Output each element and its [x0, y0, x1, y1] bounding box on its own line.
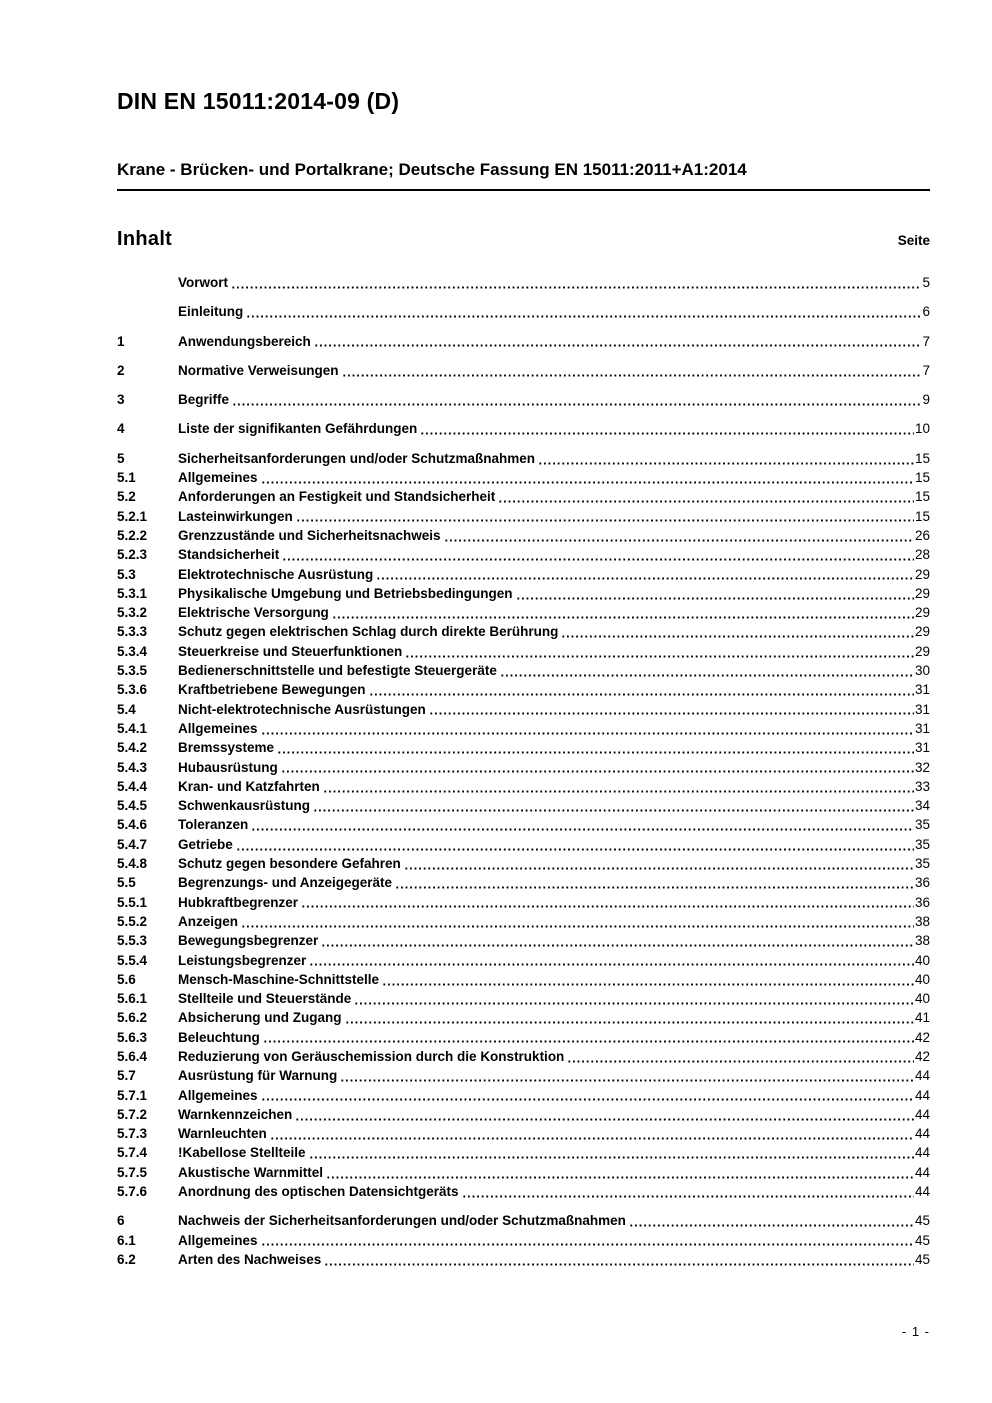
toc-entry-number: 5.7.6 [117, 1184, 148, 1200]
toc-entry [117, 1163, 930, 1182]
toc-entry-title: Hubkraftbegrenzer [178, 894, 299, 910]
toc-entry-page: 44 [914, 1145, 930, 1161]
toc-entry-number: 5.2.3 [117, 547, 148, 563]
toc-entry-page: 7 [922, 362, 930, 378]
toc-entry [117, 487, 930, 506]
toc-entry [117, 1086, 930, 1105]
toc-entry [117, 1066, 930, 1085]
toc-entry [117, 1231, 930, 1250]
toc-entry-number: 4 [117, 421, 125, 437]
toc-entry-page: 15 [914, 489, 930, 505]
toc-entry-title: Grenzzustände und Sicherheitsnachweis [178, 527, 441, 543]
toc-entry-number: 5.5.3 [117, 933, 148, 949]
toc-leader-dots [561, 622, 914, 641]
toc-entry [117, 468, 930, 487]
toc-entry-page: 40 [914, 952, 930, 968]
toc-entry-page: 32 [914, 759, 930, 775]
toc-entry-number: 5.4.5 [117, 798, 148, 814]
toc-entry-page: 7 [922, 333, 930, 349]
toc-leader-dots [241, 912, 914, 931]
toc-leader-dots [462, 1182, 914, 1201]
toc-entry-number: 5.7.3 [117, 1126, 148, 1142]
toc-entry-page: 28 [914, 547, 930, 563]
toc-heading: Inhalt [117, 228, 173, 250]
toc-entry [117, 738, 930, 757]
toc-leader-dots [261, 1231, 914, 1250]
toc-entry [117, 545, 930, 564]
toc-page-column-label: Seite [897, 233, 930, 248]
toc-entry-number: 6.1 [117, 1232, 136, 1248]
toc-leader-dots [324, 1250, 914, 1269]
toc-entry-page: 31 [914, 740, 930, 756]
toc-entry-title: Stellteile und Steuerstände [178, 991, 352, 1007]
toc-entry-number: 6 [117, 1213, 125, 1229]
toc-entry-page: 44 [914, 1087, 930, 1103]
toc-leader-dots [429, 700, 914, 719]
toc-entry-page: 45 [914, 1213, 930, 1229]
toc-entry-title: Ausrüstung für Warnung [178, 1068, 338, 1084]
toc-entry-number: 5.2.2 [117, 527, 148, 543]
toc-entry-page: 38 [914, 933, 930, 949]
toc-entry-page: 5 [922, 275, 930, 290]
toc-leader-dots [309, 951, 914, 970]
toc-leader-dots [309, 1143, 914, 1162]
toc-leader-dots [369, 680, 914, 699]
toc-leader-dots [232, 390, 921, 409]
toc-leader-dots [340, 1066, 914, 1085]
toc-entry-title: Leistungsbegrenzer [178, 952, 307, 968]
toc-entry-title: Arten des Nachweises [178, 1251, 322, 1267]
toc-entry-title: Einleitung [178, 304, 244, 320]
toc-entry-number: 5.3.4 [117, 643, 148, 659]
toc-entry [117, 526, 930, 545]
toc-entry-number: 5.6 [117, 971, 136, 987]
toc-entry-page: 36 [914, 894, 930, 910]
toc-entry-title: Elektrische Versorgung [178, 605, 329, 621]
toc-entry [117, 622, 930, 641]
toc-entry-number: 5.4.2 [117, 740, 148, 756]
toc-entry-title: Elektrotechnische Ausrüstung [178, 566, 374, 582]
toc-entry-number: 5.5 [117, 875, 136, 891]
toc-entry-number: 5.5.2 [117, 913, 148, 929]
toc-entry [117, 1028, 930, 1047]
toc-entry-number: 5.7 [117, 1068, 136, 1084]
toc-leader-dots [629, 1211, 914, 1230]
toc-entry-page: 44 [914, 1164, 930, 1180]
toc-leader-dots [270, 1124, 914, 1143]
toc-entry-number: 5.2.1 [117, 508, 148, 524]
toc-entry-title: Lasteinwirkungen [178, 508, 293, 524]
toc-entry [117, 758, 930, 777]
toc-entry [117, 565, 930, 584]
toc-entry [117, 893, 930, 912]
toc-leader-dots [395, 873, 914, 892]
toc-entry-page: 31 [914, 701, 930, 717]
toc-entry-number: 5.2 [117, 489, 136, 505]
toc-entry [117, 661, 930, 680]
toc-entry-title: Hubausrüstung [178, 759, 278, 775]
toc-entry-number: 5.6.4 [117, 1048, 148, 1064]
toc-entry [117, 1008, 930, 1027]
toc-leader-dots [444, 526, 914, 545]
toc-entry-number: 5.1 [117, 470, 136, 486]
toc-entry-title: Toleranzen [178, 817, 249, 833]
toc-leader-dots [314, 332, 922, 351]
toc-entry-number: 5.4.7 [117, 836, 148, 852]
toc-leader-dots [313, 796, 914, 815]
toc-entry-title: Steuerkreise und Steuerfunktionen [178, 643, 403, 659]
toc-entry [117, 419, 930, 438]
toc-entry-title: Vorwort [178, 275, 228, 290]
toc-entry-title: Kraftbetriebene Bewegungen [178, 682, 366, 698]
toc-entry-number: 5.4.8 [117, 856, 148, 872]
footer-page-number: - 1 - [901, 1324, 930, 1339]
toc-entry-title: Anzeigen [178, 913, 239, 929]
toc-entry [117, 332, 930, 351]
document-subtitle: Krane - Brücken- und Portalkrane; Deutsche Fassung EN 15011:2011+A1:2014 [117, 160, 747, 179]
toc-entry-page: 44 [914, 1126, 930, 1142]
toc-entry-title: !Kabellose Stellteile [178, 1145, 306, 1161]
toc-leader-dots [326, 1163, 914, 1182]
toc-entry [117, 449, 930, 468]
toc-entry [117, 361, 930, 380]
toc-entry-page: 38 [914, 913, 930, 929]
toc-entry-page: 45 [914, 1232, 930, 1248]
toc-entry-title: Allgemeines [178, 1232, 258, 1248]
toc-leader-dots [354, 989, 914, 1008]
toc-leader-dots [345, 1008, 914, 1027]
document-title: DIN EN 15011:2014-09 (D) [117, 88, 400, 114]
toc-entry [117, 603, 930, 622]
toc-entry-page: 10 [914, 421, 930, 437]
toc-entry-page: 35 [914, 817, 930, 833]
toc-entry-number: 5.4.3 [117, 759, 148, 775]
toc-leader-dots [342, 361, 922, 380]
toc-entry-number: 5.6.1 [117, 991, 148, 1007]
toc-entry [117, 642, 930, 661]
toc-entry-number: 5.4.4 [117, 778, 148, 794]
toc-entry-number: 2 [117, 362, 125, 378]
toc-leader-dots [323, 777, 914, 796]
toc-entry-page: 34 [914, 798, 930, 814]
toc-entry-page: 26 [914, 527, 930, 543]
toc-leader-dots [231, 273, 921, 292]
toc-entry-page: 31 [914, 682, 930, 698]
toc-entry [117, 584, 930, 603]
toc-list [117, 273, 930, 1269]
toc-entry [117, 873, 930, 892]
toc-entry-number: 5.7.4 [117, 1145, 148, 1161]
toc-entry-page: 41 [914, 1010, 930, 1026]
toc-entry-page: 31 [914, 720, 930, 736]
toc-entry-page: 29 [914, 566, 930, 582]
toc-entry-title: Bremssysteme [178, 740, 275, 756]
toc-entry-title: Warnkennzeichen [178, 1106, 293, 1122]
toc-entry-number: 5.5.4 [117, 952, 148, 968]
toc-entry-title: Akustische Warnmittel [178, 1164, 324, 1180]
toc-entry-title: Normative Verweisungen [178, 362, 339, 378]
toc-entry-page: 29 [914, 585, 930, 601]
toc-entry [117, 1211, 930, 1230]
toc-leader-dots [500, 661, 914, 680]
toc-entry-title: Begrenzungs- und Anzeigegeräte [178, 875, 393, 891]
toc-entry [117, 719, 930, 738]
toc-entry [117, 951, 930, 970]
toc-entry-page: 6 [922, 304, 930, 320]
toc-leader-dots [332, 603, 914, 622]
toc-leader-dots [251, 815, 914, 834]
toc-entry-number: 6.2 [117, 1251, 136, 1267]
toc-entry-number: 5.7.2 [117, 1106, 148, 1122]
toc-entry-number: 5.7.1 [117, 1087, 148, 1103]
toc-entry [117, 815, 930, 834]
toc-entry-title: Absicherung und Zugang [178, 1010, 342, 1026]
toc-leader-dots [567, 1047, 914, 1066]
toc-entry [117, 1047, 930, 1066]
toc-entry-number: 5.4 [117, 701, 136, 717]
toc-entry [117, 1250, 930, 1269]
toc-entry [117, 777, 930, 796]
toc-entry [117, 835, 930, 854]
toc-entry-page: 15 [914, 450, 930, 466]
toc-entry-page: 35 [914, 836, 930, 852]
toc-entry-number: 5.6.3 [117, 1029, 148, 1045]
toc-entry-number: 5.6.2 [117, 1010, 148, 1026]
toc-entry-number: 5.3.3 [117, 624, 148, 640]
toc-entry-number: 5.4.6 [117, 817, 148, 833]
toc-leader-dots [376, 565, 914, 584]
toc-entry-title: Bewegungsbegrenzer [178, 933, 319, 949]
toc-entry-title: Standsicherheit [178, 547, 280, 563]
toc-leader-dots [301, 893, 914, 912]
toc-entry-page: 30 [914, 663, 930, 679]
toc-header [117, 228, 930, 251]
toc-entry [117, 1182, 930, 1201]
toc-entry [117, 302, 930, 321]
toc-leader-dots [277, 738, 914, 757]
toc-leader-dots [498, 487, 914, 506]
toc-entry [117, 1105, 930, 1124]
toc-entry-title: Anwendungsbereich [178, 333, 311, 349]
toc-leader-dots [261, 719, 914, 738]
toc-entry-title: Schwenkausrüstung [178, 798, 311, 814]
toc-entry-page: 42 [914, 1048, 930, 1064]
toc-leader-dots [405, 642, 914, 661]
toc-entry-number: 5.3.1 [117, 585, 148, 601]
toc-entry-title: Anforderungen an Festigkeit und Standsicherheit [178, 489, 496, 505]
toc-entry [117, 796, 930, 815]
toc-entry-number: 5.4.1 [117, 720, 148, 736]
toc-entry-number: 5.5.1 [117, 894, 148, 910]
toc-leader-dots [281, 758, 914, 777]
toc-entry-number: 5.3.5 [117, 663, 148, 679]
toc-entry-title: Liste der signifikanten Gefährdungen [178, 421, 418, 437]
toc-entry-page: 40 [914, 971, 930, 987]
toc-entry-number: 5.3.2 [117, 605, 148, 621]
toc-leader-dots [296, 507, 914, 526]
toc-entry [117, 390, 930, 409]
toc-leader-dots [538, 449, 914, 468]
toc-entry-title: Schutz gegen besondere Gefahren [178, 856, 401, 872]
toc-entry-page: 35 [914, 856, 930, 872]
toc-entry-page: 45 [914, 1251, 930, 1267]
toc-entry [117, 1143, 930, 1162]
toc-leader-dots [282, 545, 914, 564]
toc-leader-dots [263, 1028, 914, 1047]
toc-entry-number: 5 [117, 450, 125, 466]
toc-entry [117, 1124, 930, 1143]
toc-entry-title: Kran- und Katzfahrten [178, 778, 320, 794]
toc-entry-title: Begriffe [178, 392, 230, 408]
toc-entry-number: 1 [117, 333, 125, 349]
toc-leader-dots [516, 584, 914, 603]
toc-entry [117, 680, 930, 699]
toc-entry-title: Schutz gegen elektrischen Schlag durch direkte Berührung [178, 624, 559, 640]
toc-entry-page: 40 [914, 991, 930, 1007]
toc-leader-dots [420, 419, 914, 438]
toc-entry-title: Mensch-Maschine-Schnittstelle [178, 971, 380, 987]
toc-entry-number: 3 [117, 392, 125, 408]
toc-entry [117, 507, 930, 526]
toc-entry-page: 44 [914, 1068, 930, 1084]
toc-entry-page: 9 [922, 392, 930, 408]
toc-entry-page: 29 [914, 605, 930, 621]
toc-entry [117, 931, 930, 950]
toc-entry-number: 5.7.5 [117, 1164, 148, 1180]
toc-entry-page: 29 [914, 643, 930, 659]
toc-leader-dots [295, 1105, 914, 1124]
toc-entry-title: Anordnung des optischen Datensichtgeräts [178, 1184, 459, 1200]
toc-entry-title: Reduzierung von Geräuschemission durch die Konstruktion [178, 1048, 565, 1064]
toc-entry-page: 15 [914, 470, 930, 486]
toc-entry-title: Allgemeines [178, 1087, 258, 1103]
toc-entry [117, 912, 930, 931]
toc-entry [117, 989, 930, 1008]
toc-leader-dots [404, 854, 914, 873]
toc-entry-page: 36 [914, 875, 930, 891]
toc-entry-title: Warnleuchten [178, 1126, 267, 1142]
toc-entry-page: 29 [914, 624, 930, 640]
toc-entry-title: Allgemeines [178, 470, 258, 486]
toc-entry-title: Physikalische Umgebung und Betriebsbedingungen [178, 585, 513, 601]
toc-entry-page: 15 [914, 508, 930, 524]
toc-entry-page: 44 [914, 1106, 930, 1122]
toc-entry [117, 854, 930, 873]
toc-leader-dots [321, 931, 914, 950]
toc-entry-title: Bedienerschnittstelle und befestigte Steuergeräte [178, 663, 497, 679]
toc-leader-dots [261, 468, 914, 487]
toc-leader-dots [236, 835, 914, 854]
toc-entry-title: Nicht-elektrotechnische Ausrüstungen [178, 701, 426, 717]
toc-leader-dots [261, 1086, 914, 1105]
toc-entry-page: 33 [914, 778, 930, 794]
toc-entry-page: 44 [914, 1184, 930, 1200]
document-subtitle-rule [117, 159, 930, 191]
toc-entry-title: Nachweis der Sicherheitsanforderungen und/oder Schutzmaßnahmen [178, 1213, 626, 1229]
toc-entry-title: Sicherheitsanforderungen und/oder Schutzmaßnahmen [178, 450, 536, 466]
toc-entry [117, 273, 930, 292]
toc-leader-dots [382, 970, 914, 989]
toc-entry-title: Beleuchtung [178, 1029, 260, 1045]
toc-entry-title: Getriebe [178, 836, 233, 852]
toc-entry-number: 5.3.6 [117, 682, 148, 698]
toc-entry-title: Allgemeines [178, 720, 258, 736]
toc-entry [117, 700, 930, 719]
toc-entry-page: 42 [914, 1029, 930, 1045]
toc-entry-number: 5.3 [117, 566, 136, 582]
toc-leader-dots [246, 302, 921, 321]
toc-entry [117, 970, 930, 989]
